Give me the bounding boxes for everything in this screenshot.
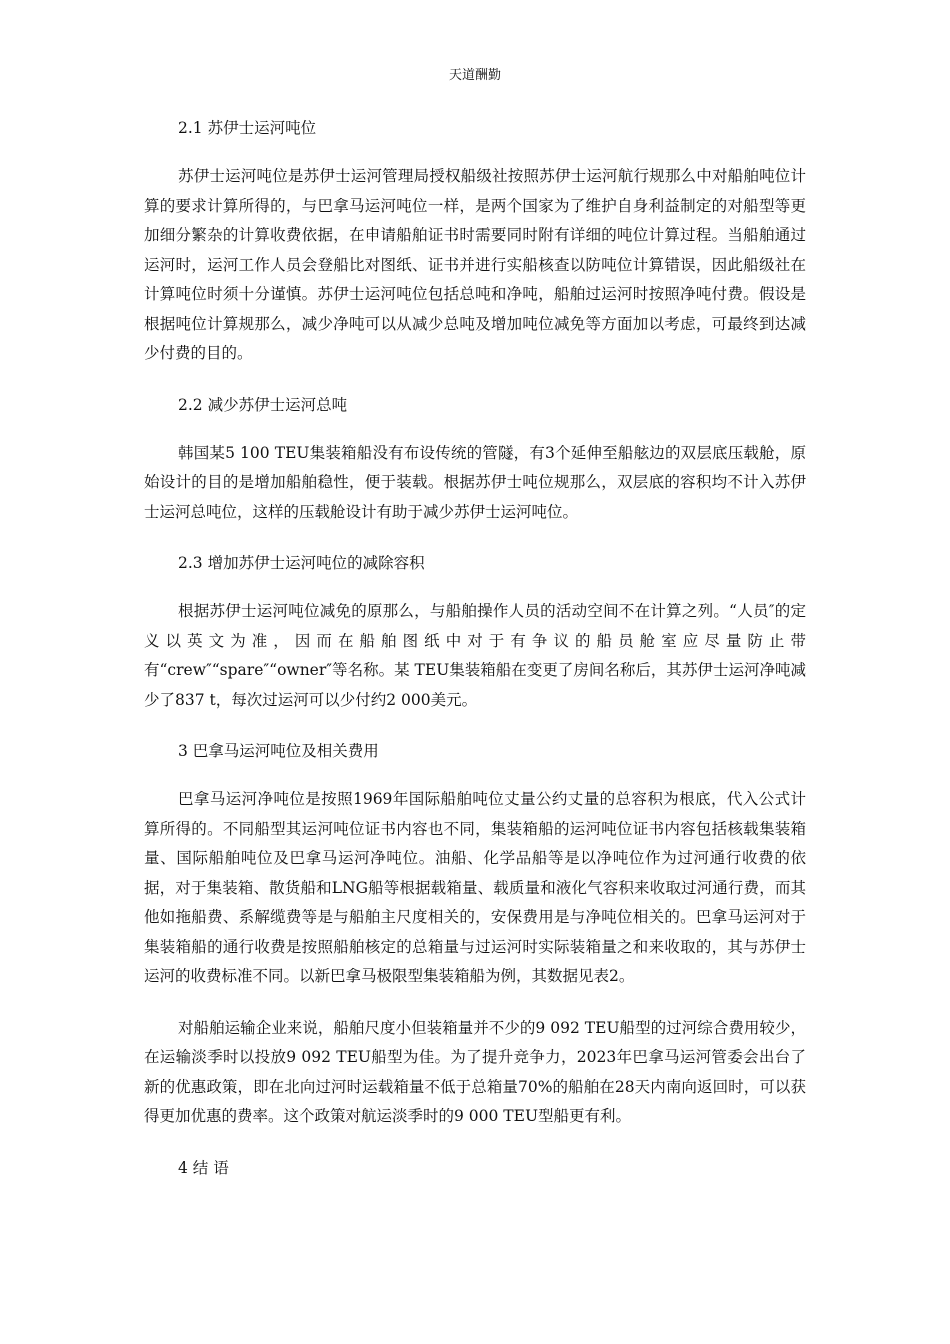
section-4	[144, 1154, 806, 1182]
section-2-2	[144, 391, 806, 528]
section-2-1	[144, 114, 806, 369]
section-2-3	[144, 549, 806, 715]
paragraph: 苏伊士运河吨位是苏伊士运河管理局授权船级社按照苏伊士运河航行规那么中对船舶吨位计算的要求计算所得的，与巴拿马运河吨位一样，是两个国家为了维护自身利益制定的对船型等更加细分繁杂的计算收费依据，在申请船舶证书时需要同时附有详细的吨位计算过程。当船舶通过运河时，运河工作人员会登船比对图纸、证书并进行实船核查以防吨位计算错误，因此船级社在计算吨位时须十分谨慎。苏伊士运河吨位包括总吨和净吨，船舶过运河时按照净吨付费。假设是根据吨位计算规那么，减少净吨可以从减少总吨及增加吨位减免等方面加以考虑，可最终到达减少付费的目的。	[144, 167, 806, 362]
page-header: 天道酬勤	[448, 68, 501, 83]
section-heading: 2.1 苏伊士运河吨位	[178, 119, 317, 137]
paragraph: 巴拿马运河净吨位是按照1969年国际船舶吨位丈量公约丈量的总容积为根底，代入公式计算所得的。不同船型其运河吨位证书内容也不同，集装箱船的运河吨位证书内容包括核载集装箱量、国际船舶吨位及巴拿马运河净吨位。油船、化学品船等是以净吨位作为过河通行收费的依据，对于集装箱、散货船和LNG船等根据载箱量、载质量和液化气容积来收取过河通行费，而其他如拖船费、系解缆费等是与船舶主尺度相关的，安保费用是与净吨位相关的。巴拿马运河对于集装箱船的通行收费是按照船舶核定的总箱量与过运河时实际装箱量之和来收取的，其与苏伊士运河的收费标准不同。以新巴拿马极限型集装箱船为例，其数据见表2。	[144, 790, 806, 985]
section-3	[144, 737, 806, 1132]
section-heading: 4 结 语	[178, 1158, 229, 1177]
section-heading: 3 巴拿马运河吨位及相关费用	[178, 742, 379, 760]
paragraph: 韩国某5 100 TEU集装箱船没有布设传统的管隧，有3个延伸至船舷边的双层底压载舱，原始设计的目的是增加船舶稳性，便于装载。根据苏伊士吨位规那么，双层底的容积均不计入苏伊士运河总吨位，这样的压载舱设计有助于减少苏伊士运河吨位。	[144, 443, 806, 521]
paragraph: 根据苏伊士运河吨位减免的原那么，与船舶操作人员的活动空间不在计算之列。“人员″的定义以英文为准，因而在船舶图纸中对于有争议的船员舱室应尽量防止带有“crew″“spare″“owner″等名称。某 TEU集装箱船在变更了房间名称后，其苏伊士运河净吨减少了837 t，每次过运河可以少付约2 000美元。	[144, 602, 806, 709]
paragraph: 对船舶运输企业来说，船舶尺度小但装箱量并不少的9 092 TEU船型的过河综合费用较少，在运输淡季时以投放9 092 TEU船型为佳。为了提升竞争力，2023年巴拿马运河管委会出台了新的优惠政策，即在北向过河时运载箱量不低于总箱量70%的船舶在28天内南向返回时，可以获得更加优惠的费率。这个政策对航运淡季时的9 000 TEU型船更有利。	[144, 1018, 806, 1125]
section-heading: 2.3 增加苏伊士运河吨位的减除容积	[178, 554, 425, 572]
document-body	[144, 114, 806, 1182]
section-heading: 2.2 减少苏伊士运河总吨	[178, 395, 348, 414]
